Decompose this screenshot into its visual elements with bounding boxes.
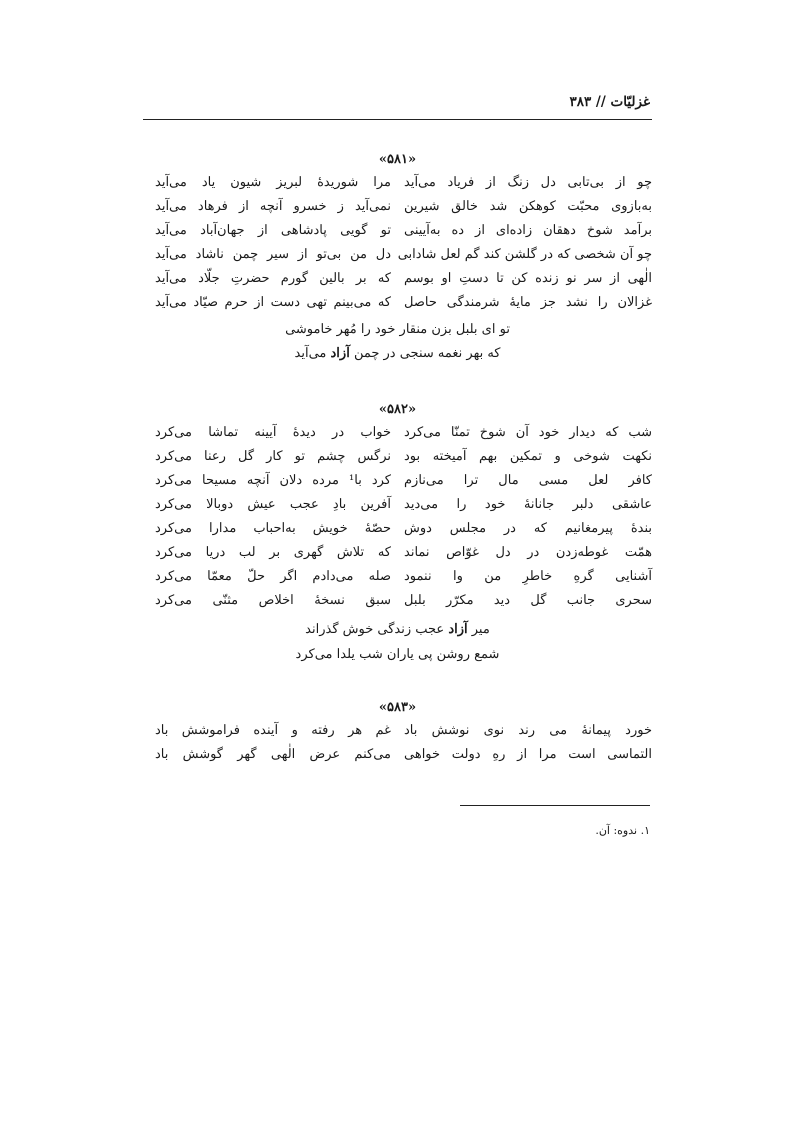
couplet bbox=[143, 199, 652, 223]
hemistich-second: نرگس چشم تو کار گل رعنا می‌کرد bbox=[155, 449, 391, 464]
couplet bbox=[143, 593, 652, 617]
hemistich-second: می‌کنم عرض الٰهی گهر گوشش باد bbox=[155, 747, 391, 762]
footnote: ۱. ندوه: آن. bbox=[595, 824, 650, 837]
hemistich-first: برآمد شوخ دهقان زاده‌ای از ده به‌آیینی bbox=[404, 223, 652, 238]
couplet bbox=[143, 723, 652, 747]
closing-line bbox=[143, 622, 652, 637]
hemistich-second: سبق نسخهٔ اخلاص مثنّی می‌کرد bbox=[155, 593, 391, 608]
hemistich-second: غم هر رفته و آینده فراموشش باد bbox=[155, 723, 391, 738]
closing-line bbox=[143, 346, 652, 361]
hemistich-second: نمی‌آید ز خسرو آنچه از فرهاد می‌آید bbox=[155, 199, 391, 214]
hemistich-first: شب که دیدار خود آن شوخ تمنّا می‌کرد bbox=[404, 425, 652, 440]
hemistich-first: خورد پیمانهٔ می رند نوی نوشش باد bbox=[404, 723, 652, 738]
couplet bbox=[143, 271, 652, 295]
couplet bbox=[143, 497, 652, 521]
hemistich-second: که می‌بینم تهی دست از حرم صیّاد می‌آید bbox=[155, 295, 391, 310]
hemistich-first: سحری جانب گل دید مکرّر بلبل bbox=[404, 593, 652, 608]
closing-line: شمع روشن پی یاران شب یلدا می‌کرد bbox=[295, 647, 500, 662]
couplet bbox=[143, 449, 652, 473]
closing-text: عجب زندگی خوش گذراند bbox=[305, 622, 449, 637]
closing-text: که بهر نغمه سنجی در چمن bbox=[349, 346, 501, 361]
couplet bbox=[143, 473, 652, 497]
hemistich-first: غزالان را نشد جز مایهٔ شرمندگی حاصل bbox=[404, 295, 652, 310]
running-header: غزلیّات // ۳۸۳ bbox=[569, 94, 650, 110]
hemistich-first: همّت غوطه‌زدن در دل غوّاص نماند bbox=[404, 545, 652, 560]
hemistich-first: آشنایی گرهِ خاطرِ من وا ننمود bbox=[404, 569, 652, 584]
hemistich-second: آفرین بادِ عجب عیش دوبالا می‌کرد bbox=[155, 497, 391, 512]
poet-name: آزاد bbox=[330, 346, 350, 361]
couplet bbox=[143, 175, 652, 199]
couplet bbox=[143, 247, 652, 271]
closing-text: میر bbox=[467, 622, 490, 637]
closing-text: می‌آید bbox=[294, 346, 331, 361]
hemistich-first: به‌بازوی محبّت کوهکن شد خالق شیرین bbox=[404, 199, 652, 214]
hemistich-second: که بر بالین گورم حضرتِ جلّاد می‌آید bbox=[155, 271, 391, 286]
hemistich-first: چو از بی‌تابی دل زنگ از فریاد می‌آید bbox=[404, 175, 652, 190]
closing-line: تو ای بلبل بزن منقار خود را مُهر خاموشی bbox=[285, 322, 510, 337]
hemistich-second: مرا شوریدهٔ لبریز شیون یاد می‌آید bbox=[155, 175, 391, 190]
footnote-rule bbox=[460, 805, 650, 806]
hemistich-second: خواب در دیدهٔ آیینه تماشا می‌کرد bbox=[155, 425, 391, 440]
hemistich-second: صله می‌دادم اگر حلّ معمّا می‌کرد bbox=[155, 569, 391, 584]
couplet bbox=[143, 425, 652, 449]
poem-number: «۵۸۲» bbox=[378, 402, 417, 417]
couplet bbox=[143, 569, 652, 593]
poet-name: آزاد bbox=[448, 622, 468, 637]
hemistich-first: التماسی است مرا از رهِ دولت خواهی bbox=[404, 747, 652, 762]
couplet bbox=[143, 223, 652, 247]
hemistich-second: تو گویی پادشاهی از جهان‌آباد می‌آید bbox=[155, 223, 391, 238]
couplet bbox=[143, 295, 652, 319]
couplet bbox=[143, 747, 652, 771]
hemistich-first: الٰهی از سر نو زنده کن تا دستِ او بوسم bbox=[404, 271, 652, 286]
header-rule bbox=[143, 119, 652, 120]
hemistich-second: کرد با¹ مرده دلان آنچه مسیحا می‌کرد bbox=[155, 473, 391, 488]
hemistich-first: کافر لعل مسی مال ترا می‌نازم bbox=[404, 473, 652, 488]
hemistich-second: حصّهٔ خویش به‌احباب مدارا می‌کرد bbox=[155, 521, 391, 536]
hemistich-first: چو آن شخصی که در گلشن کند گم لعل شادابی bbox=[397, 247, 652, 262]
couplet bbox=[143, 521, 652, 545]
hemistich-first: بندهٔ پیرمغانیم که در مجلس دوش bbox=[404, 521, 652, 536]
hemistich-first: نکهت شوخی و تمکین بهم آمیخته بود bbox=[404, 449, 652, 464]
poem-number: «۵۸۱» bbox=[378, 152, 417, 167]
couplet bbox=[143, 545, 652, 569]
hemistich-first: عاشقی دلبر جانانهٔ خود را می‌دید bbox=[404, 497, 652, 512]
poem-number: «۵۸۳» bbox=[378, 700, 417, 715]
hemistich-second: که تلاش گهری بر لب دریا می‌کرد bbox=[155, 545, 391, 560]
hemistich-second: دل من بی‌تو از سیر چمن ناشاد می‌آید bbox=[155, 247, 391, 262]
